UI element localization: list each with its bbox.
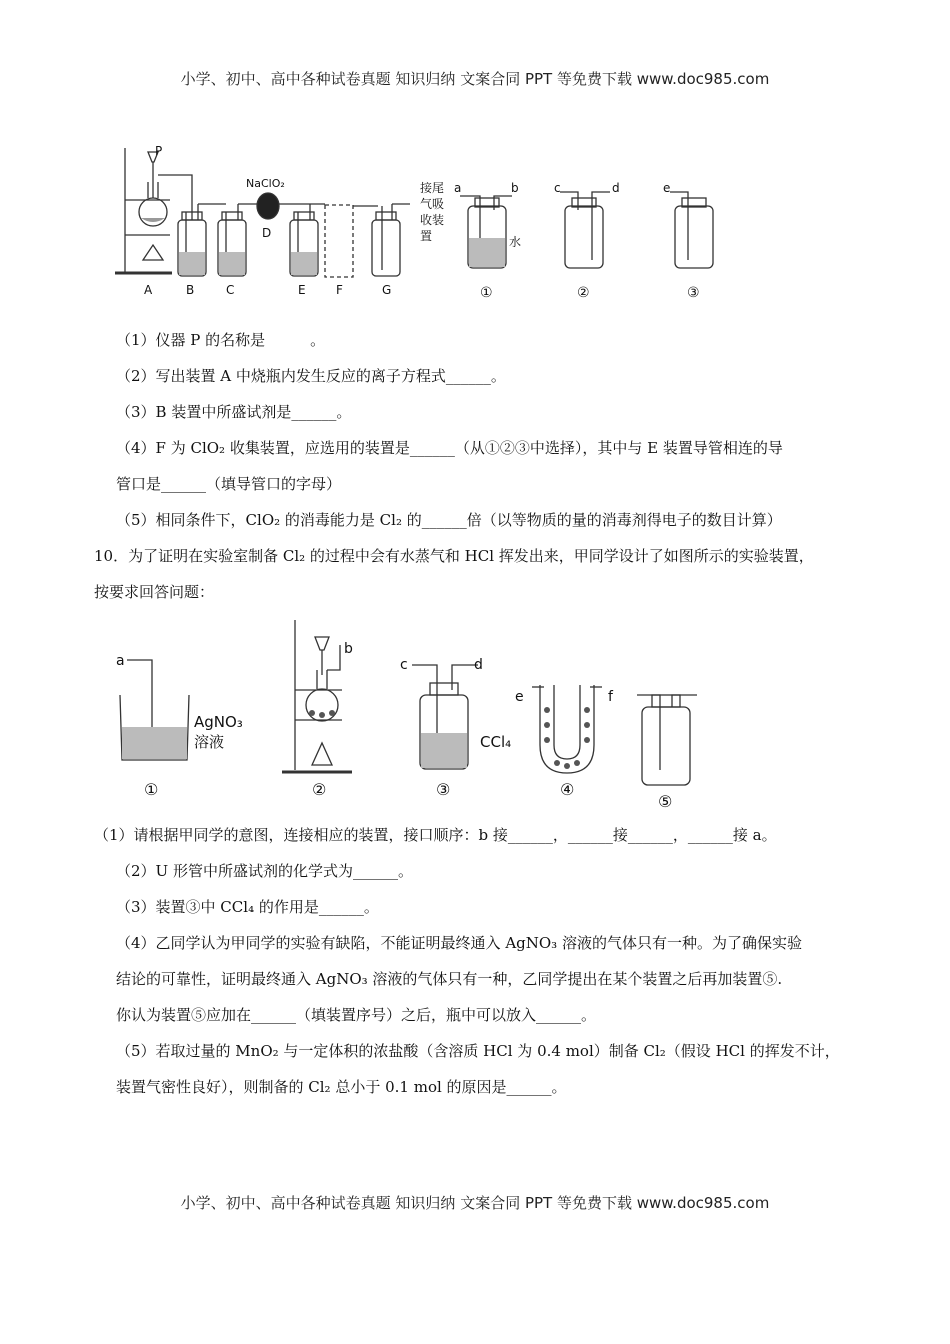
- q9-part4-line1: （4）F 为 ClO₂ 收集装置，应选用的装置是______（从①②③中选择），其中与 E 装置导管相连的导: [116, 439, 783, 457]
- label-B: B: [186, 283, 195, 297]
- label-agno3: AgNO₃: [194, 713, 243, 731]
- label-P: P: [155, 144, 163, 158]
- label2-device-1: ①: [144, 780, 159, 799]
- label-G: G: [382, 283, 392, 297]
- label2-port-b: b: [344, 641, 353, 657]
- label-tail-2: 气吸: [420, 197, 445, 211]
- q10-stem-line1: 10．为了证明在实验室制备 Cl₂ 的过程中会有水蒸气和 HCl 挥发出来，甲同学设计了如图所示的实验装置，: [94, 547, 814, 565]
- q9-part2: （2）写出装置 A 中烧瓶内发生反应的离子方程式______。: [116, 367, 506, 385]
- label-tail-1: 接尾: [420, 181, 445, 195]
- label-port-c: c: [554, 181, 561, 195]
- q10-part4-line1: （4）乙同学认为甲同学的实验有缺陷，不能证明最终通入 AgNO₃ 溶液的气体只有一种。为了确保实验: [116, 934, 802, 952]
- label-bottle-3: ③: [687, 285, 700, 301]
- label2-device-2: ②: [312, 780, 327, 799]
- label2-port-d: d: [474, 657, 483, 673]
- q9-part5: （5）相同条件下，ClO₂ 的消毒能力是 Cl₂ 的______倍（以等物质的量的消毒剂得电子的数目计算）: [116, 511, 782, 529]
- apparatus-figure-1: [110, 140, 730, 305]
- label-ccl4: CCl₄: [480, 733, 512, 751]
- label2-port-c: c: [400, 657, 408, 673]
- q10-part2: （2）U 形管中所盛试剂的化学式为______。: [116, 862, 413, 880]
- label-port-d: d: [612, 181, 620, 195]
- label-F: F: [336, 283, 343, 297]
- q10-stem-line2: 按要求回答问题：: [94, 583, 215, 601]
- label-A: A: [144, 283, 153, 297]
- label2-device-4: ④: [560, 780, 575, 799]
- apparatus-figure-2: [112, 615, 732, 815]
- label-port-b: b: [511, 181, 519, 195]
- q10-part5-line1: （5）若取过量的 MnO₂ 与一定体积的浓盐酸（含溶质 HCl 为 0.4 mol）制备 Cl₂（假设 HCl 的挥发不计，: [116, 1042, 840, 1060]
- q10-part3: （3）装置③中 CCl₄ 的作用是______。: [116, 898, 379, 916]
- label-port-e: e: [663, 181, 671, 195]
- q9-part4-line2: 管口是______（填导管口的字母）: [116, 475, 342, 493]
- page-footer: 小学、初中、高中各种试卷真题 知识归纳 文案合同 PPT 等免费下载 www.doc985.com: [180, 1194, 770, 1212]
- label-bottle-2: ②: [577, 285, 590, 301]
- label2-port-a: a: [116, 653, 125, 669]
- label-E: E: [298, 283, 306, 297]
- label-solution: 溶液: [194, 733, 225, 751]
- q10-part5-line2: 装置气密性良好），则制备的 Cl₂ 总小于 0.1 mol 的原因是______。: [116, 1078, 567, 1096]
- label-tail-3: 收装: [420, 213, 445, 227]
- label-naclo2: NaClO₂: [246, 177, 285, 190]
- label2-device-5: ⑤: [658, 792, 673, 811]
- q10-part4-line3: 你认为装置⑤应加在______（填装置序号）之后，瓶中可以放入______。: [116, 1006, 597, 1024]
- q10-part4-line2: 结论的可靠性，证明最终通入 AgNO₃ 溶液的气体只有一种，乙同学提出在某个装置之后再加装置⑤.: [116, 970, 783, 988]
- q10-part1: （1）请根据甲同学的意图，连接相应的装置，接口顺序：b 接______，______接______，______接 a。: [94, 826, 777, 844]
- label2-device-3: ③: [436, 780, 451, 799]
- label-water: 水: [509, 235, 522, 249]
- q9-part3: （3）B 装置中所盛试剂是______。: [116, 403, 352, 421]
- label-bottle-1: ①: [480, 285, 493, 301]
- page-header: 小学、初中、高中各种试卷真题 知识归纳 文案合同 PPT 等免费下载 www.doc985.com: [180, 70, 770, 88]
- label-port-a: a: [454, 181, 462, 195]
- label2-port-e: e: [515, 689, 524, 705]
- label-C: C: [226, 283, 235, 297]
- label-tail-4: 置: [420, 229, 433, 243]
- label2-port-f: f: [608, 689, 613, 705]
- q9-part1: （1）仪器 P 的名称是 。: [116, 331, 326, 349]
- label-D: D: [262, 226, 272, 240]
